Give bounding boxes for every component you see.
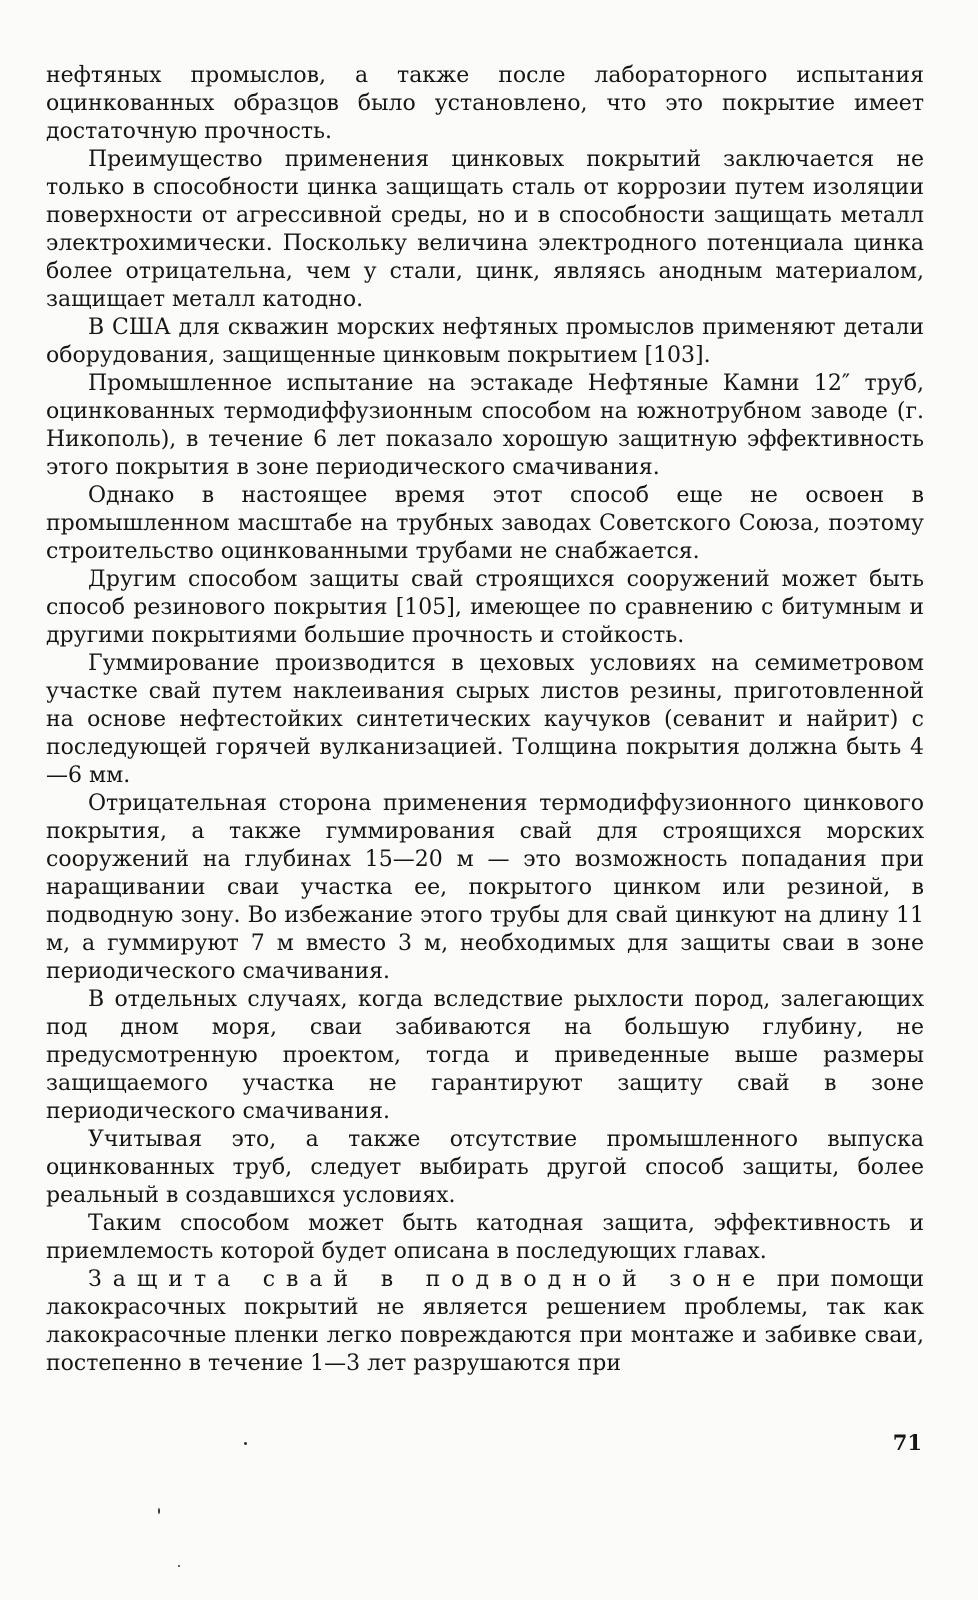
paragraph-1: нефтяных промыслов, а также после лабораторного испытания оцинкованных образцов было установлено, что это покрытие имеет достаточную прочность. xyxy=(46,63,924,144)
spaced-lead-text: Защита свай в подводной зоне xyxy=(88,1267,767,1292)
paragraph-11: Таким способом может быть катодная защита, эффективность и приемлемость которой будет описана в последующих главах. xyxy=(46,1211,924,1264)
paragraph-12-rest: при помощи лакокрасочных покрытий не является решением проблемы, так как лакокрасочные пленки легко повреждаются при монтаже и забивке сваи, постепенно в течение 1—3 лет разрушаются при xyxy=(46,1267,925,1376)
paragraph-4: Промышленное испытание на эстакаде Нефтяные Камни 12″ труб, оцинкованных термодиффузионным способом на южнотрубном заводе (г. Никополь), в течение 6 лет показало хорошую защитную эффективность этого покрытия в зоне периодического смачивания. xyxy=(46,371,924,480)
paragraph-10: Учитывая это, а также отсутствие промышленного выпуска оцинкованных труб, следует выбирать другой способ защиты, более реальный в создавшихся условиях. xyxy=(46,1127,924,1208)
paragraph-5: Однако в настоящее время этот способ еще не освоен в промышленном масштабе на трубных заводах Советского Союза, поэтому строительство оцинкованными трубами не снабжается. xyxy=(46,483,924,564)
paragraph-9: В отдельных случаях, когда вследствие рыхлости пород, залегающих под дном моря, сваи забиваются на большую глубину, не предусмотренную проектом, тогда и приведенные выше размеры защищаемого участка не гарантируют защиту свай в зоне периодического смачивания. xyxy=(46,987,924,1124)
paragraph-12 xyxy=(46,1266,924,1378)
body-text xyxy=(46,62,924,1378)
paragraph-3: В США для скважин морских нефтяных промыслов применяют детали оборудования, защищенные цинковым покрытием [103]. xyxy=(46,315,924,368)
page-number: 71 xyxy=(892,1430,922,1455)
speck-mark xyxy=(158,1508,160,1514)
paragraph-6: Другим способом защиты свай строящихся сооружений может быть способ резинового покрытия [105], имеющее по сравнению с битумным и другими покрытиями большие прочность и стойкость. xyxy=(46,567,924,648)
paragraph-8: Отрицательная сторона применения термодиффузионного цинкового покрытия, а также гуммирования свай для строящихся морских сооружений на глубинах 15—20 м — это возможность попадания при наращивании сваи участка ее, покрытого цинком или резиной, в подводную зону. Во избежание этого трубы для свай цинкуют на длину 11 м, а гуммируют 7 м вместо 3 м, необходимых для защиты сваи в зоне периодического смачивания. xyxy=(46,791,924,984)
paragraph-2: Преимущество применения цинковых покрытий заключается не только в способности цинка защищать сталь от коррозии путем изоляции поверхности от агрессивной среды, но и в способности защищать металл электрохимически. Поскольку величина электродного потенциала цинка более отрицательна, чем у стали, цинк, являясь анодным материалом, защищает металл катодно. xyxy=(46,147,924,312)
paragraph-7: Гуммирование производится в цеховых условиях на семиметровом участке свай путем наклеивания сырых листов резины, приготовленной на основе нефтестойких синтетических каучуков (севанит и найрит) с последующей горячей вулканизацией. Толщина покрытия должна быть 4—6 мм. xyxy=(46,651,924,788)
speck-mark xyxy=(178,1565,180,1567)
speck-mark xyxy=(244,1442,247,1445)
